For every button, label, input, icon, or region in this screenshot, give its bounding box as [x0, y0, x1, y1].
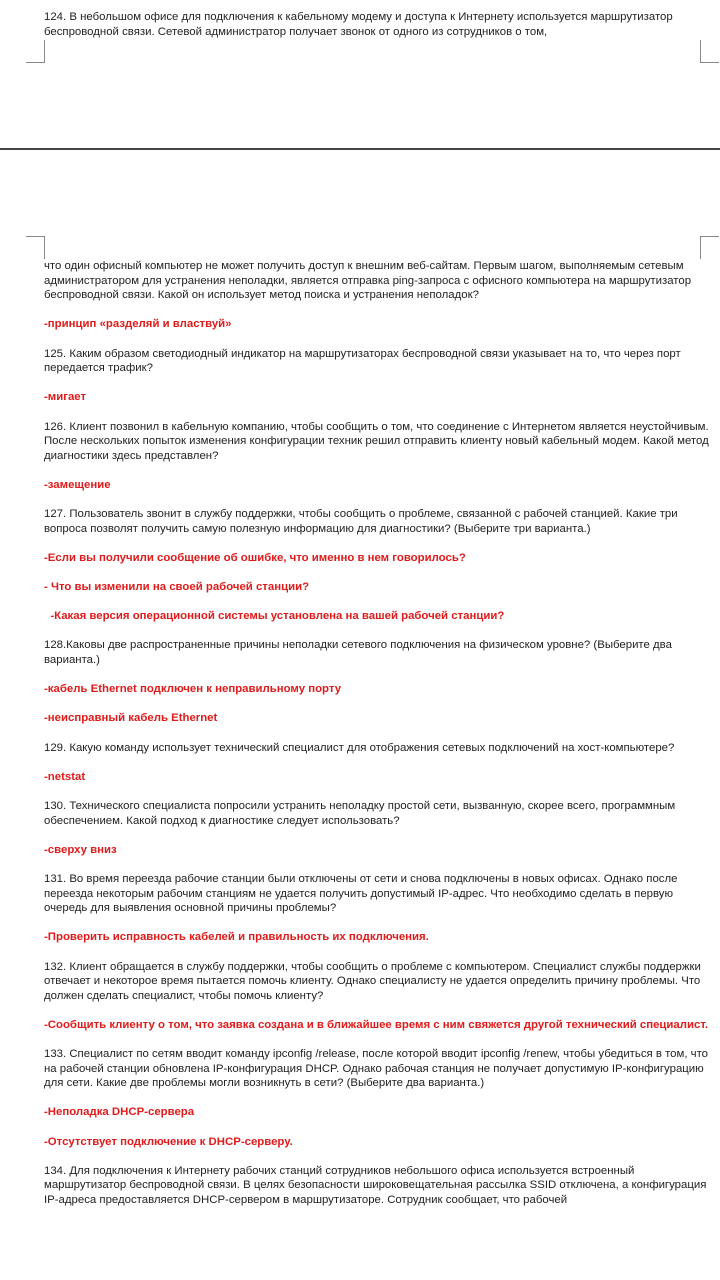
question-128: 128.Каковы две распространенные причины неполадки сетевого подключения на физическом уровне? (Выберите два варианта.) [44, 639, 672, 667]
crop-mark-bottom-left [26, 236, 45, 259]
answer-127-3: -Какая версия операционной системы установлена на вашей рабочей станции? [44, 610, 505, 623]
question-124-start: 124. В небольшом офисе для подключения к кабельному модему и доступа к Интернету используется маршрутизатор беспроводной связи. Сетевой администратор получает звонок от одного из сотрудников о том, [44, 11, 673, 38]
answer-126: -замещение [44, 478, 111, 491]
answer-127-1: -Если вы получили сообщение об ошибке, что именно в нем говорилось? [44, 551, 466, 564]
answer-128-2: -неисправный кабель Ethernet [44, 712, 218, 725]
question-134: 134. Для подключения к Интернету рабочих станций сотрудников небольшого офиса используется встроенный маршрутизатор беспроводной связи. В целях безопасности широковещательная рассылка SSID отключена, а конфигурация IP-адреса предоставляется DHCP-сервером в маршрутизаторе. Сотрудник сообщает, что рабочей [44, 1164, 707, 1206]
answer-131: -Проверить исправность кабелей и правильность их подключения. [44, 931, 429, 944]
question-124-continued: что один офисный компьютер не может получить доступ к внешним веб-сайтам. Первым шагом, выполняемым сетевым администратором для устранения неполадки, является отправка ping-запроса с офисного компьютера на маршрутизатор беспроводной связи. Какой он использует метод поиска и устранения неполадок? [44, 260, 692, 302]
question-127: 127. Пользователь звонит в службу поддержки, чтобы сообщить о проблеме, связанной с рабочей станцией. Какие три вопроса позволят получить самую полезную информацию для диагностики? (Выберите три варианта.) [44, 508, 678, 535]
answer-130: -сверху вниз [44, 843, 117, 856]
answer-133-1: -Неполадка DHCP-сервера [44, 1106, 195, 1119]
question-130: 130. Технического специалиста попросили устранить неполадку простой сети, вызванную, скорее всего, программным обеспечением. Какой подход к диагностике следует использовать? [44, 799, 676, 827]
answer-124: -принцип «разделяй и властвуй» [44, 318, 232, 331]
question-133: 133. Специалист по сетям вводит команду ipconfig /release, после которой вводит ipconfig /renew, чтобы убедиться в том, что на рабочей станции обновлена IP-конфигурация DHCP. Однако рабочая станция не получает допустимую IP-конфигурацию для сети. Какие две проблемы могли возникнуть в сети? (Выберите два варианта.) [44, 1048, 709, 1090]
answer-125: -мигает [44, 391, 87, 404]
answer-132: -Сообщить клиенту о том, что заявка создана и в ближайшее время с ним свяжется другой технический специалист. [44, 1018, 709, 1031]
question-126: 126. Клиент позвонил в кабельную компанию, чтобы сообщить о том, что соединение с Интернетом является неустойчивым. После нескольких попыток изменения конфигурации техник решил отправить клиенту новый кабельный модем. Какой метод диагностики здесь представлен? [44, 420, 709, 462]
question-129: 129. Какую команду использует технический специалист для отображения сетевых подключений на хост-компьютере? [44, 741, 675, 754]
crop-mark-top-left [26, 40, 45, 63]
document-body [44, 259, 709, 1208]
previous-page-text [44, 10, 709, 39]
question-131: 131. Во время переезда рабочие станции были отключены от сети и снова подключены в новых офисах. Однако после переезда некоторым рабочим станциям не удается получить допустимый IP-адрес. Что необходимо сделать в первую очередь для выявления основной причины проблемы? [44, 872, 678, 915]
answer-127-2: - Что вы изменили на своей рабочей станции? [44, 581, 310, 594]
answer-133-2: -Отсутствует подключение к DHCP-серверу. [44, 1135, 293, 1148]
question-125: 125. Каким образом светодиодный индикатор на маршрутизаторах беспроводной связи указывает на то, что через порт передается трафик? [44, 347, 681, 375]
crop-mark-top-right [700, 40, 719, 63]
answer-129: -netstat [44, 770, 86, 783]
crop-mark-bottom-right [700, 236, 719, 259]
question-132: 132. Клиент обращается в службу поддержки, чтобы сообщить о проблеме с компьютером. Специалист службы поддержки отвечает и некоторое время пытается помочь клиенту. Однако специалисту не удается определить причину проблемы. Что должен сделать специалист, чтобы помочь клиенту? [44, 960, 701, 1002]
answer-128-1: -кабель Ethernet подключен к неправильному порту [44, 683, 342, 696]
